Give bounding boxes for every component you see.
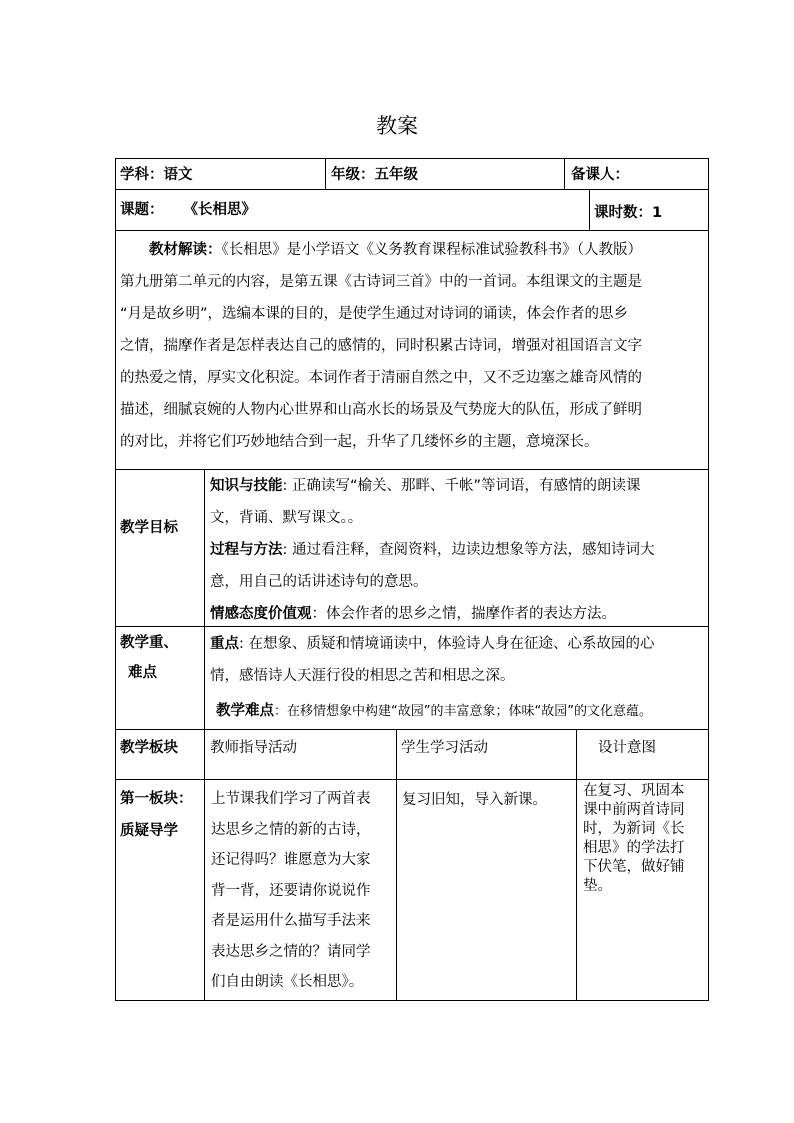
teacher-line: 还记得吗？谁愿意为大家: [211, 852, 371, 868]
focus-line: 重点: 在想象、质疑和情境诵读中，体验诗人身在征途、心系故园的心: [210, 636, 655, 652]
topic-label: 课题：: [120, 202, 164, 218]
analysis-line: 描述，细腻哀婉的人物内心世界和山高水长的场景及气势庞大的队伍，形成了鲜明: [120, 402, 642, 418]
col-divider: [589, 189, 590, 230]
analysis-line: “月是故乡明”，选编本课的目的，是使学生通过对诗词的诵读，体会作者的思乡: [120, 306, 629, 322]
block1-label-line1: 第一板块：: [120, 791, 193, 807]
col-divider: [396, 729, 397, 1001]
col-header-block: 教学板块: [120, 740, 178, 756]
teacher-activity: [211, 784, 371, 998]
col-header-student: 学生学习活动: [401, 740, 488, 756]
difficulty-line: 教学难点：在移情想象中构建“故园”的丰富意象；体味“故园”的文化意蕴。: [216, 703, 652, 719]
goal-line: 文，背诵、默写课文。。: [210, 510, 363, 526]
difficulty-label: 教学难点: [216, 703, 274, 719]
analysis-line: 第九册第二单元的内容，是第五课《古诗词三首》中的一首词。本组课文的主题是: [120, 274, 642, 290]
teacher-line: 们自由朗读《长相思》。: [211, 974, 364, 990]
preparer-label: 备课人：: [571, 167, 629, 183]
topic-value: 《长相思》: [183, 202, 256, 218]
hours-field: [594, 203, 662, 223]
grade-label: 年级：: [331, 167, 375, 183]
keypoints-label-line2: 难点: [128, 665, 157, 681]
teacher-line: 背一背，还要请你说说作: [211, 882, 371, 899]
intent-line: 时，为新词《长: [583, 821, 685, 837]
keypoints-content: [210, 628, 655, 692]
intent-line: 下伏笔，做好铺: [583, 859, 685, 875]
block1-label-line2: 质疑导学: [120, 823, 178, 839]
intent-line: 相思》的学法打: [583, 840, 685, 856]
process-label: 过程与方法: [210, 542, 283, 558]
row-divider: [115, 230, 709, 231]
col-divider: [325, 158, 326, 189]
knowledge-label: 知识与技能: [210, 478, 283, 494]
goal-process: 过程与方法: 通过看注释，查阅资料，边读边想象等方法，感知诗词大: [210, 542, 655, 558]
intent-line: 课中前两首诗同: [583, 802, 685, 818]
analysis-label: 教材解读：: [149, 242, 222, 258]
emotion-label: 情感态度价值观: [210, 606, 312, 622]
focus-line: 情，感悟诗人天涯行役的相思之苦和相思之深。: [210, 668, 515, 684]
analysis-line: 的对比，并将它们巧妙地结合到一起，升华了几缕怀乡的主题，意境深长。: [120, 434, 599, 450]
keypoints-label-line1: 教学重、: [120, 635, 178, 651]
col-header-teacher: 教师指导活动: [210, 740, 297, 756]
col-divider: [576, 729, 577, 1001]
analysis-line: 之情，揣摩作者是怎样表达自己的感情的，同时积累古诗词，增强对祖国语言文字: [120, 338, 642, 354]
intent-line: 垫。: [583, 878, 612, 894]
teacher-line: 者是运用什么描写手法来: [211, 913, 371, 929]
col-divider: [204, 469, 205, 1001]
teacher-line: 表达思乡之情的？请同学: [211, 943, 371, 960]
intent-line: 在复习、巩固本: [583, 783, 685, 799]
teacher-line: 上节课我们学习了两首表: [211, 791, 371, 807]
subject-value: 语文: [163, 167, 193, 183]
goal-emotion: 情感态度价值观：体会作者的思乡之情，揣摩作者的表达方法。: [210, 606, 616, 622]
hours-label: 课时数：: [594, 205, 652, 221]
goals-content: [210, 470, 655, 630]
goal-knowledge: 知识与技能: 正确读写“榆关、那畔、千帐”等词语，有感情的朗读课: [210, 478, 641, 494]
goal-line: 意，用自己的话讲述诗句的意思。: [210, 574, 428, 590]
col-divider: [564, 158, 565, 189]
analysis-line: 的热爱之情，厚实文化积淀。本词作者于清丽自然之中，又不乏边塞之雄奇风情的: [120, 370, 642, 386]
material-analysis: [120, 234, 642, 458]
grade-field: [331, 165, 418, 185]
topic-field: [120, 200, 256, 220]
student-activity: 复习旧知，导入新课。: [402, 792, 547, 808]
hours-value: 1: [652, 205, 663, 221]
teacher-line: 达思乡之情的新的古诗，: [211, 821, 371, 838]
subject-label: 学科：: [120, 167, 164, 183]
subject-field: [120, 165, 193, 185]
document-title: 教案: [376, 114, 418, 138]
analysis-line: 教材解读：《长相思》是小学语文《义务教育课程标准试验教科书》（人教版）: [149, 242, 642, 258]
col-header-intent: 设计意图: [598, 740, 656, 756]
goals-label: 教学目标: [120, 520, 178, 536]
focus-label: 重点: [210, 636, 239, 652]
row-divider: [115, 189, 709, 190]
grade-value: 五年级: [374, 167, 418, 183]
design-intent: [583, 782, 685, 896]
